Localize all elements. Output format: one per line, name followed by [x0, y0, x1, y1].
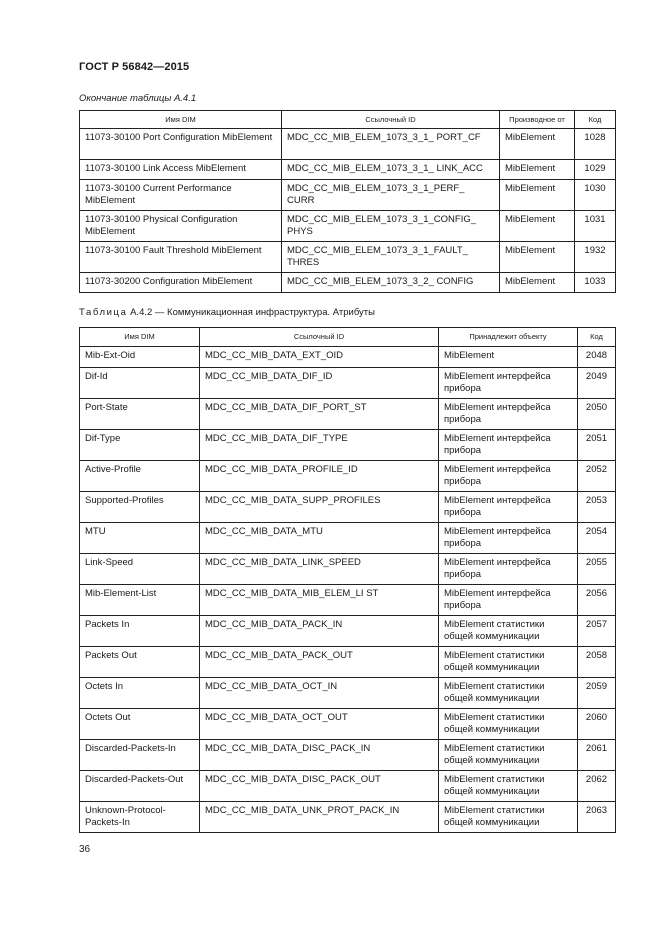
- table-row: [80, 273, 616, 293]
- reference-id-cell: MDC_CC_MIB_ELEM_1073_3_1_PERF_ CURR: [282, 180, 500, 211]
- owner-object-cell: MibElement статистики общей коммуникации: [439, 740, 578, 771]
- dim-name-cell: Dif-Type: [80, 430, 200, 461]
- code-cell: 1033: [575, 273, 616, 293]
- dim-name-cell: Packets In: [80, 616, 200, 647]
- table-row: [80, 242, 616, 273]
- code-cell: 2053: [578, 492, 616, 523]
- reference-id-cell: MDC_CC_MIB_DATA_MIB_ELEM_LI ST: [200, 585, 439, 616]
- derived-from-cell: MibElement: [500, 242, 575, 273]
- code-cell: 2061: [578, 740, 616, 771]
- column-header: Ссылочный ID: [200, 328, 439, 347]
- code-cell: 2056: [578, 585, 616, 616]
- table-row: [80, 368, 616, 399]
- table-row: [80, 347, 616, 368]
- dim-name-cell: Mib-Ext-Oid: [80, 347, 200, 368]
- table-row: [80, 129, 616, 160]
- table-row: [80, 802, 616, 833]
- table1-caption: Окончание таблицы А.4.1: [79, 93, 197, 104]
- owner-object-cell: MibElement интерфейса прибора: [439, 399, 578, 430]
- code-cell: 2051: [578, 430, 616, 461]
- derived-from-cell: MibElement: [500, 211, 575, 242]
- page-number: 36: [79, 844, 91, 855]
- reference-id-cell: MDC_CC_MIB_DATA_DIF_ID: [200, 368, 439, 399]
- reference-id-cell: MDC_CC_MIB_DATA_PACK_OUT: [200, 647, 439, 678]
- owner-object-cell: MibElement интерфейса прибора: [439, 554, 578, 585]
- column-header: Имя DIM: [80, 111, 282, 129]
- owner-object-cell: MibElement интерфейса прибора: [439, 430, 578, 461]
- page-header: ГОСТ Р 56842—2015: [79, 61, 190, 73]
- owner-object-cell: MibElement статистики общей коммуникации: [439, 709, 578, 740]
- table-header-row: [80, 328, 616, 347]
- code-cell: 2055: [578, 554, 616, 585]
- code-cell: 1030: [575, 180, 616, 211]
- dim-name-cell: Supported-Profiles: [80, 492, 200, 523]
- reference-id-cell: MDC_CC_MIB_DATA_EXT_OID: [200, 347, 439, 368]
- code-cell: 2052: [578, 461, 616, 492]
- column-header: Ссылочный ID: [282, 111, 500, 129]
- owner-object-cell: MibElement интерфейса прибора: [439, 368, 578, 399]
- reference-id-cell: MDC_CC_MIB_ELEM_1073_3_1_ PORT_CF: [282, 129, 500, 160]
- reference-id-cell: MDC_CC_MIB_DATA_PROFILE_ID: [200, 461, 439, 492]
- owner-object-cell: MibElement интерфейса прибора: [439, 585, 578, 616]
- code-cell: 1028: [575, 129, 616, 160]
- reference-id-cell: MDC_CC_MIB_ELEM_1073_3_1_ LINK_ACC: [282, 160, 500, 180]
- code-cell: 2050: [578, 399, 616, 430]
- table2-caption: [79, 307, 375, 318]
- owner-object-cell: MibElement: [439, 347, 578, 368]
- dim-name-cell: 11073-30200 Configuration MibElement: [80, 273, 282, 293]
- table-row: [80, 678, 616, 709]
- reference-id-cell: MDC_CC_MIB_ELEM_1073_3_1_CONFIG_ PHYS: [282, 211, 500, 242]
- reference-id-cell: MDC_CC_MIB_DATA_MTU: [200, 523, 439, 554]
- dim-name-cell: Discarded-Packets-Out: [80, 771, 200, 802]
- table-row: [80, 430, 616, 461]
- dim-name-cell: Unknown-Protocol-Packets-In: [80, 802, 200, 833]
- column-header: Код: [575, 111, 616, 129]
- derived-from-cell: MibElement: [500, 160, 575, 180]
- derived-from-cell: MibElement: [500, 180, 575, 211]
- dim-name-cell: Dif-Id: [80, 368, 200, 399]
- reference-id-cell: MDC_CC_MIB_ELEM_1073_3_2_ CONFIG: [282, 273, 500, 293]
- dim-name-cell: 11073-30100 Port Configuration MibElement: [80, 129, 282, 160]
- table2-caption-text: А.4.2 — Коммуникационная инфраструктура. Атрибуты: [127, 307, 375, 318]
- dim-name-cell: Octets Out: [80, 709, 200, 740]
- dim-name-cell: 11073-30100 Physical Configuration MibElement: [80, 211, 282, 242]
- reference-id-cell: MDC_CC_MIB_DATA_PACK_IN: [200, 616, 439, 647]
- derived-from-cell: MibElement: [500, 273, 575, 293]
- code-cell: 1932: [575, 242, 616, 273]
- dim-name-cell: Octets In: [80, 678, 200, 709]
- owner-object-cell: MibElement статистики общей коммуникации: [439, 802, 578, 833]
- owner-object-cell: MibElement интерфейса прибора: [439, 523, 578, 554]
- column-header: Принадлежит объекту: [439, 328, 578, 347]
- code-cell: 2058: [578, 647, 616, 678]
- table-row: [80, 523, 616, 554]
- code-cell: 2060: [578, 709, 616, 740]
- owner-object-cell: MibElement интерфейса прибора: [439, 461, 578, 492]
- column-header: Код: [578, 328, 616, 347]
- reference-id-cell: MDC_CC_MIB_DATA_DISC_PACK_OUT: [200, 771, 439, 802]
- derived-from-cell: MibElement: [500, 129, 575, 160]
- table-row: [80, 399, 616, 430]
- table-row: [80, 554, 616, 585]
- code-cell: 2049: [578, 368, 616, 399]
- code-cell: 2048: [578, 347, 616, 368]
- dim-name-cell: Packets Out: [80, 647, 200, 678]
- owner-object-cell: MibElement статистики общей коммуникации: [439, 647, 578, 678]
- reference-id-cell: MDC_CC_MIB_DATA_SUPP_PROFILES: [200, 492, 439, 523]
- code-cell: 2054: [578, 523, 616, 554]
- table-row: [80, 709, 616, 740]
- code-cell: 2059: [578, 678, 616, 709]
- reference-id-cell: MDC_CC_MIB_ELEM_1073_3_1_FAULT_ THRES: [282, 242, 500, 273]
- reference-id-cell: MDC_CC_MIB_DATA_OCT_OUT: [200, 709, 439, 740]
- code-cell: 2063: [578, 802, 616, 833]
- column-header: Производное от: [500, 111, 575, 129]
- reference-id-cell: MDC_CC_MIB_DATA_UNK_PROT_PACK_IN: [200, 802, 439, 833]
- table-a41-continuation: [79, 110, 616, 293]
- dim-name-cell: 11073-30100 Fault Threshold MibElement: [80, 242, 282, 273]
- reference-id-cell: MDC_CC_MIB_DATA_OCT_IN: [200, 678, 439, 709]
- table-row: [80, 160, 616, 180]
- table-row: [80, 647, 616, 678]
- code-cell: 1029: [575, 160, 616, 180]
- code-cell: 2057: [578, 616, 616, 647]
- table-row: [80, 461, 616, 492]
- reference-id-cell: MDC_CC_MIB_DATA_LINK_SPEED: [200, 554, 439, 585]
- table-row: [80, 492, 616, 523]
- code-cell: 1031: [575, 211, 616, 242]
- reference-id-cell: MDC_CC_MIB_DATA_DIF_TYPE: [200, 430, 439, 461]
- table-header-row: [80, 111, 616, 129]
- table-row: [80, 740, 616, 771]
- owner-object-cell: MibElement статистики общей коммуникации: [439, 678, 578, 709]
- dim-name-cell: Link-Speed: [80, 554, 200, 585]
- owner-object-cell: MibElement статистики общей коммуникации: [439, 771, 578, 802]
- dim-name-cell: 11073-30100 Current Performance MibElement: [80, 180, 282, 211]
- owner-object-cell: MibElement статистики общей коммуникации: [439, 616, 578, 647]
- dim-name-cell: Port-State: [80, 399, 200, 430]
- code-cell: 2062: [578, 771, 616, 802]
- reference-id-cell: MDC_CC_MIB_DATA_DISC_PACK_IN: [200, 740, 439, 771]
- column-header: Имя DIM: [80, 328, 200, 347]
- table2-caption-label: Таблица: [79, 307, 128, 318]
- dim-name-cell: 11073-30100 Link Access MibElement: [80, 160, 282, 180]
- reference-id-cell: MDC_CC_MIB_DATA_DIF_PORT_ST: [200, 399, 439, 430]
- dim-name-cell: MTU: [80, 523, 200, 554]
- table-row: [80, 771, 616, 802]
- table-row: [80, 585, 616, 616]
- dim-name-cell: Mib-Element-List: [80, 585, 200, 616]
- table-row: [80, 616, 616, 647]
- dim-name-cell: Active-Profile: [80, 461, 200, 492]
- table-row: [80, 211, 616, 242]
- dim-name-cell: Discarded-Packets-In: [80, 740, 200, 771]
- table-row: [80, 180, 616, 211]
- table-a42-attributes: [79, 327, 616, 833]
- owner-object-cell: MibElement интерфейса прибора: [439, 492, 578, 523]
